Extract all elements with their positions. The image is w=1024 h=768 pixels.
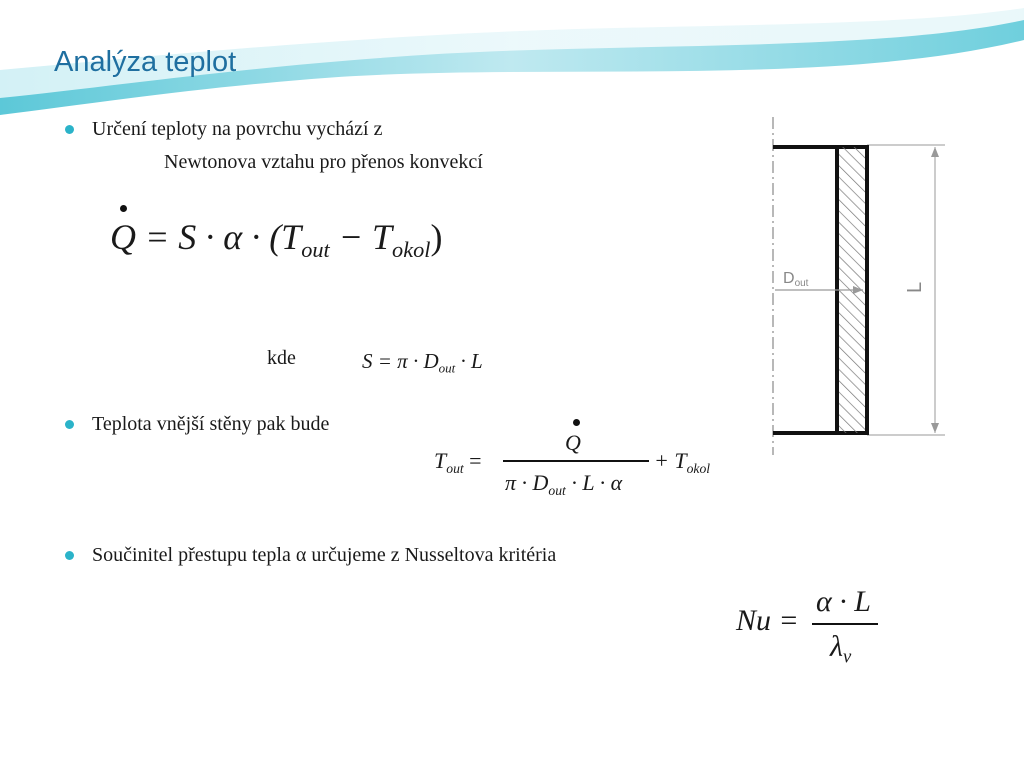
dot-accent [120, 205, 127, 212]
lambda-symbol: λ [830, 630, 843, 663]
equation-surface-area [362, 349, 483, 377]
q-letter: Q [110, 217, 136, 257]
bullet-dot-icon [65, 420, 74, 429]
eq3-numerator: Q [565, 430, 581, 455]
eq4-denominator [830, 630, 851, 669]
bullet-text: Teplota vnější stěny pak bude [92, 413, 330, 435]
sub-out: out [438, 360, 456, 376]
d-out-label: Dout [783, 270, 809, 289]
den-part: π · D [505, 470, 549, 495]
sub-okol: okol [686, 460, 711, 476]
eq4-numerator: α · L [816, 585, 871, 618]
bullet-surface-temperature [92, 118, 382, 141]
equals-sign: = [463, 448, 482, 473]
bullet-dot-icon [65, 551, 74, 560]
bullet-wall-temperature [92, 413, 329, 436]
wall-cross-section-diagram [765, 115, 950, 460]
equation-heat-flow [110, 216, 442, 263]
kde-label: kde [267, 347, 296, 369]
sub-out: out [301, 236, 330, 262]
eq3-lhs [434, 448, 482, 477]
eq2-rhs: · L [455, 349, 483, 373]
eq1-body: = S · α · (T [136, 217, 302, 257]
slide-title: Analýza teplot [54, 46, 237, 78]
eq2-lhs: S = π · D [362, 349, 439, 373]
bullet-dot-icon [65, 125, 74, 134]
eq3-plus-term [654, 448, 710, 477]
bullet-continuation: Newtonova vztahu pro přenos konvekcí [164, 151, 483, 173]
l-dimension-label: L [904, 281, 926, 293]
bullet-text: Určení teploty na povrchu vychází z [92, 118, 383, 140]
fraction-bar [503, 460, 649, 462]
sub-out: out [548, 482, 566, 498]
q-dot-symbol [110, 217, 136, 257]
den-part: · L · α [565, 470, 623, 495]
t-letter: T [434, 448, 447, 473]
plus-t: + T [654, 448, 687, 473]
eq3-denominator [505, 470, 622, 499]
dot-accent [573, 419, 580, 426]
bullet-text: Součinitel přestupu tepla α určujeme z Nusseltova kritéria [92, 544, 557, 566]
fraction-bar [812, 623, 878, 625]
sub-okol: okol [392, 236, 431, 262]
sub-out: out [446, 460, 464, 476]
bullet-heat-transfer-coefficient [92, 544, 556, 567]
eq1-minus: − T [329, 217, 393, 257]
sub-v: v [843, 646, 852, 668]
eq4-lhs: Nu = [736, 604, 799, 637]
eq1-close: ) [430, 217, 443, 257]
